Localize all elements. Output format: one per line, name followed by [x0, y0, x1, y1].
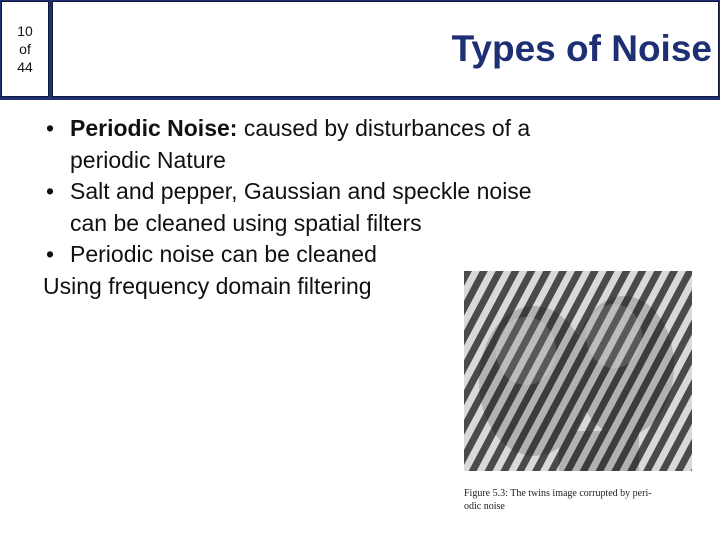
- bullet-continuation: can be cleaned using spatial filters: [70, 209, 422, 236]
- bullet-text: Salt and pepper, Gaussian and speckle noise: [70, 178, 532, 204]
- page-counter: [1, 1, 49, 97]
- trailing-text-line: Using frequency domain filtering: [43, 272, 372, 299]
- bullet-bold-text: Periodic Noise:: [70, 115, 238, 141]
- title-box: [52, 1, 719, 97]
- page-of: of: [19, 41, 31, 57]
- caption-line-2: odic noise: [464, 501, 505, 512]
- bullet-dot: •: [46, 115, 55, 141]
- twins-image-periodic-noise: [464, 271, 692, 471]
- page-current: 10: [17, 23, 33, 39]
- bullet-dot: •: [46, 241, 55, 267]
- caption-line-1: Figure 5.3: The twins image corrupted by peri-: [464, 488, 652, 499]
- page-total: 44: [17, 59, 33, 75]
- bullet-text: Periodic noise can be cleaned: [70, 241, 377, 267]
- bullet-item-frequency-filtering: [44, 239, 684, 271]
- bullet-item-periodic-noise: [44, 113, 684, 176]
- bullet-item-spatial-filters: [44, 176, 684, 239]
- bullet-dot: •: [46, 178, 55, 204]
- bullet-text: caused by disturbances of a: [237, 115, 531, 141]
- bullet-continuation: periodic Nature: [70, 146, 226, 173]
- figure-caption: [464, 487, 714, 513]
- slide-title: Types of Noise: [451, 28, 712, 69]
